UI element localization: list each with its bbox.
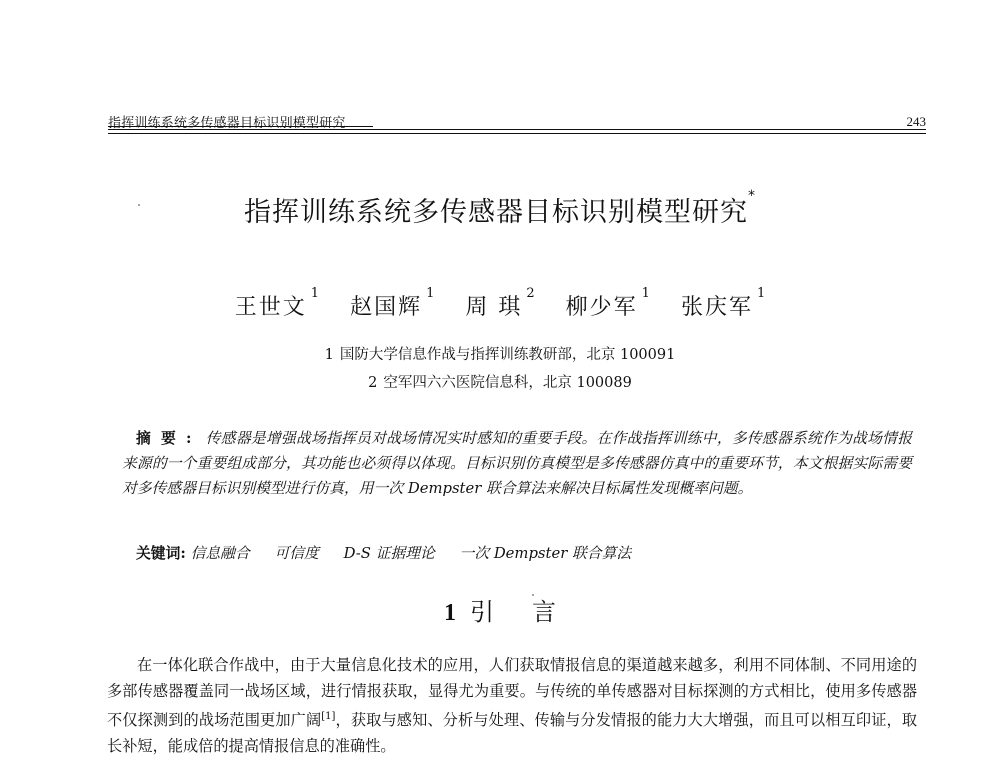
author-name: 周 琪 (465, 295, 523, 320)
body-text-part1: 在一体化联合作战中，由于大量信息化技术的应用，人们获取情报信息的渠道越来越多，利用不同体制、不同用途的多部传感器覆盖同一战场区域，进行情报获取，显得尤为重要。与传统的单传感器对目标探测的方式相比，使用多传感器不仅探测到的战场范围更加广阔 (107, 656, 917, 730)
author (680, 286, 766, 321)
header-rule-thin (108, 133, 926, 134)
running-header (108, 108, 926, 132)
keyword: 信息融合 (190, 545, 250, 562)
affiliation-text: 国防大学信息作战与指挥训练教研部，北京 100091 (339, 347, 676, 363)
affiliation-text: 空军四六六医院信息科，北京 100089 (383, 375, 632, 391)
abstract (122, 426, 912, 501)
affiliation-index: 2 (368, 375, 378, 391)
running-title-underline (108, 126, 373, 127)
author-affiliation-mark: 2 (526, 286, 535, 301)
section-heading (0, 592, 1000, 627)
author-affiliation-mark: 1 (310, 286, 320, 301)
author (565, 286, 650, 321)
paper-title (0, 190, 1000, 229)
author-name: 张庆军 (680, 295, 753, 320)
affiliation-index: 1 (324, 347, 334, 363)
body-paragraph (107, 652, 917, 759)
author-name: 赵国辉 (350, 295, 423, 320)
keywords-label: 关键词: (136, 545, 186, 562)
paper-title-text: 指挥训练系统多传感器目标识别模型研究 (244, 197, 748, 228)
author (234, 286, 320, 321)
running-title: 指挥训练系统多传感器目标识别模型研究 (108, 116, 346, 131)
keyword: 一次 Dempster 联合算法 (459, 545, 632, 562)
author (350, 286, 435, 321)
section-title-part2: 言 (532, 598, 556, 626)
affiliation (0, 371, 1000, 392)
body-text-part2: ，获取与感知、分析与处理、传输与分发情报的能力大大增强，而且可以相互印证，取长补短，能成倍的提高情报信息的准确性。 (107, 711, 918, 756)
author-affiliation-mark: 1 (426, 286, 435, 301)
affiliation (0, 343, 1000, 364)
author-affiliation-mark: 1 (756, 286, 766, 301)
citation-ref: [1] (321, 711, 336, 722)
keyword: 可信度 (274, 545, 319, 562)
abstract-label: 摘要: (136, 430, 202, 447)
author-list (0, 286, 1000, 321)
author-name: 柳少军 (565, 295, 638, 320)
author-name: 王世文 (234, 295, 307, 320)
author-affiliation-mark: 1 (641, 286, 650, 301)
section-title-part1: 引 (470, 598, 494, 626)
title-footnote-mark: * (748, 188, 756, 204)
abstract-text: 传感器是增强战场指挥员对战场情况实时感知的重要手段。在作战指挥训练中，多传感器系统作为战场情报来源的一个重要组成部分，其功能也必须得以体现。目标识别仿真模型是多传感器仿真中的重要环节，本文根据实际需要对多传感器目标识别模型进行仿真，用一次 Dempster 联合算法来解决目标属性发现概率问题。 (122, 430, 912, 497)
keyword: D-S 证据理论 (343, 545, 435, 562)
author (465, 286, 535, 321)
keywords (136, 542, 651, 563)
header-rule-thick (108, 129, 926, 130)
page-number: 243 (906, 114, 926, 129)
section-number: 1 (444, 600, 456, 626)
